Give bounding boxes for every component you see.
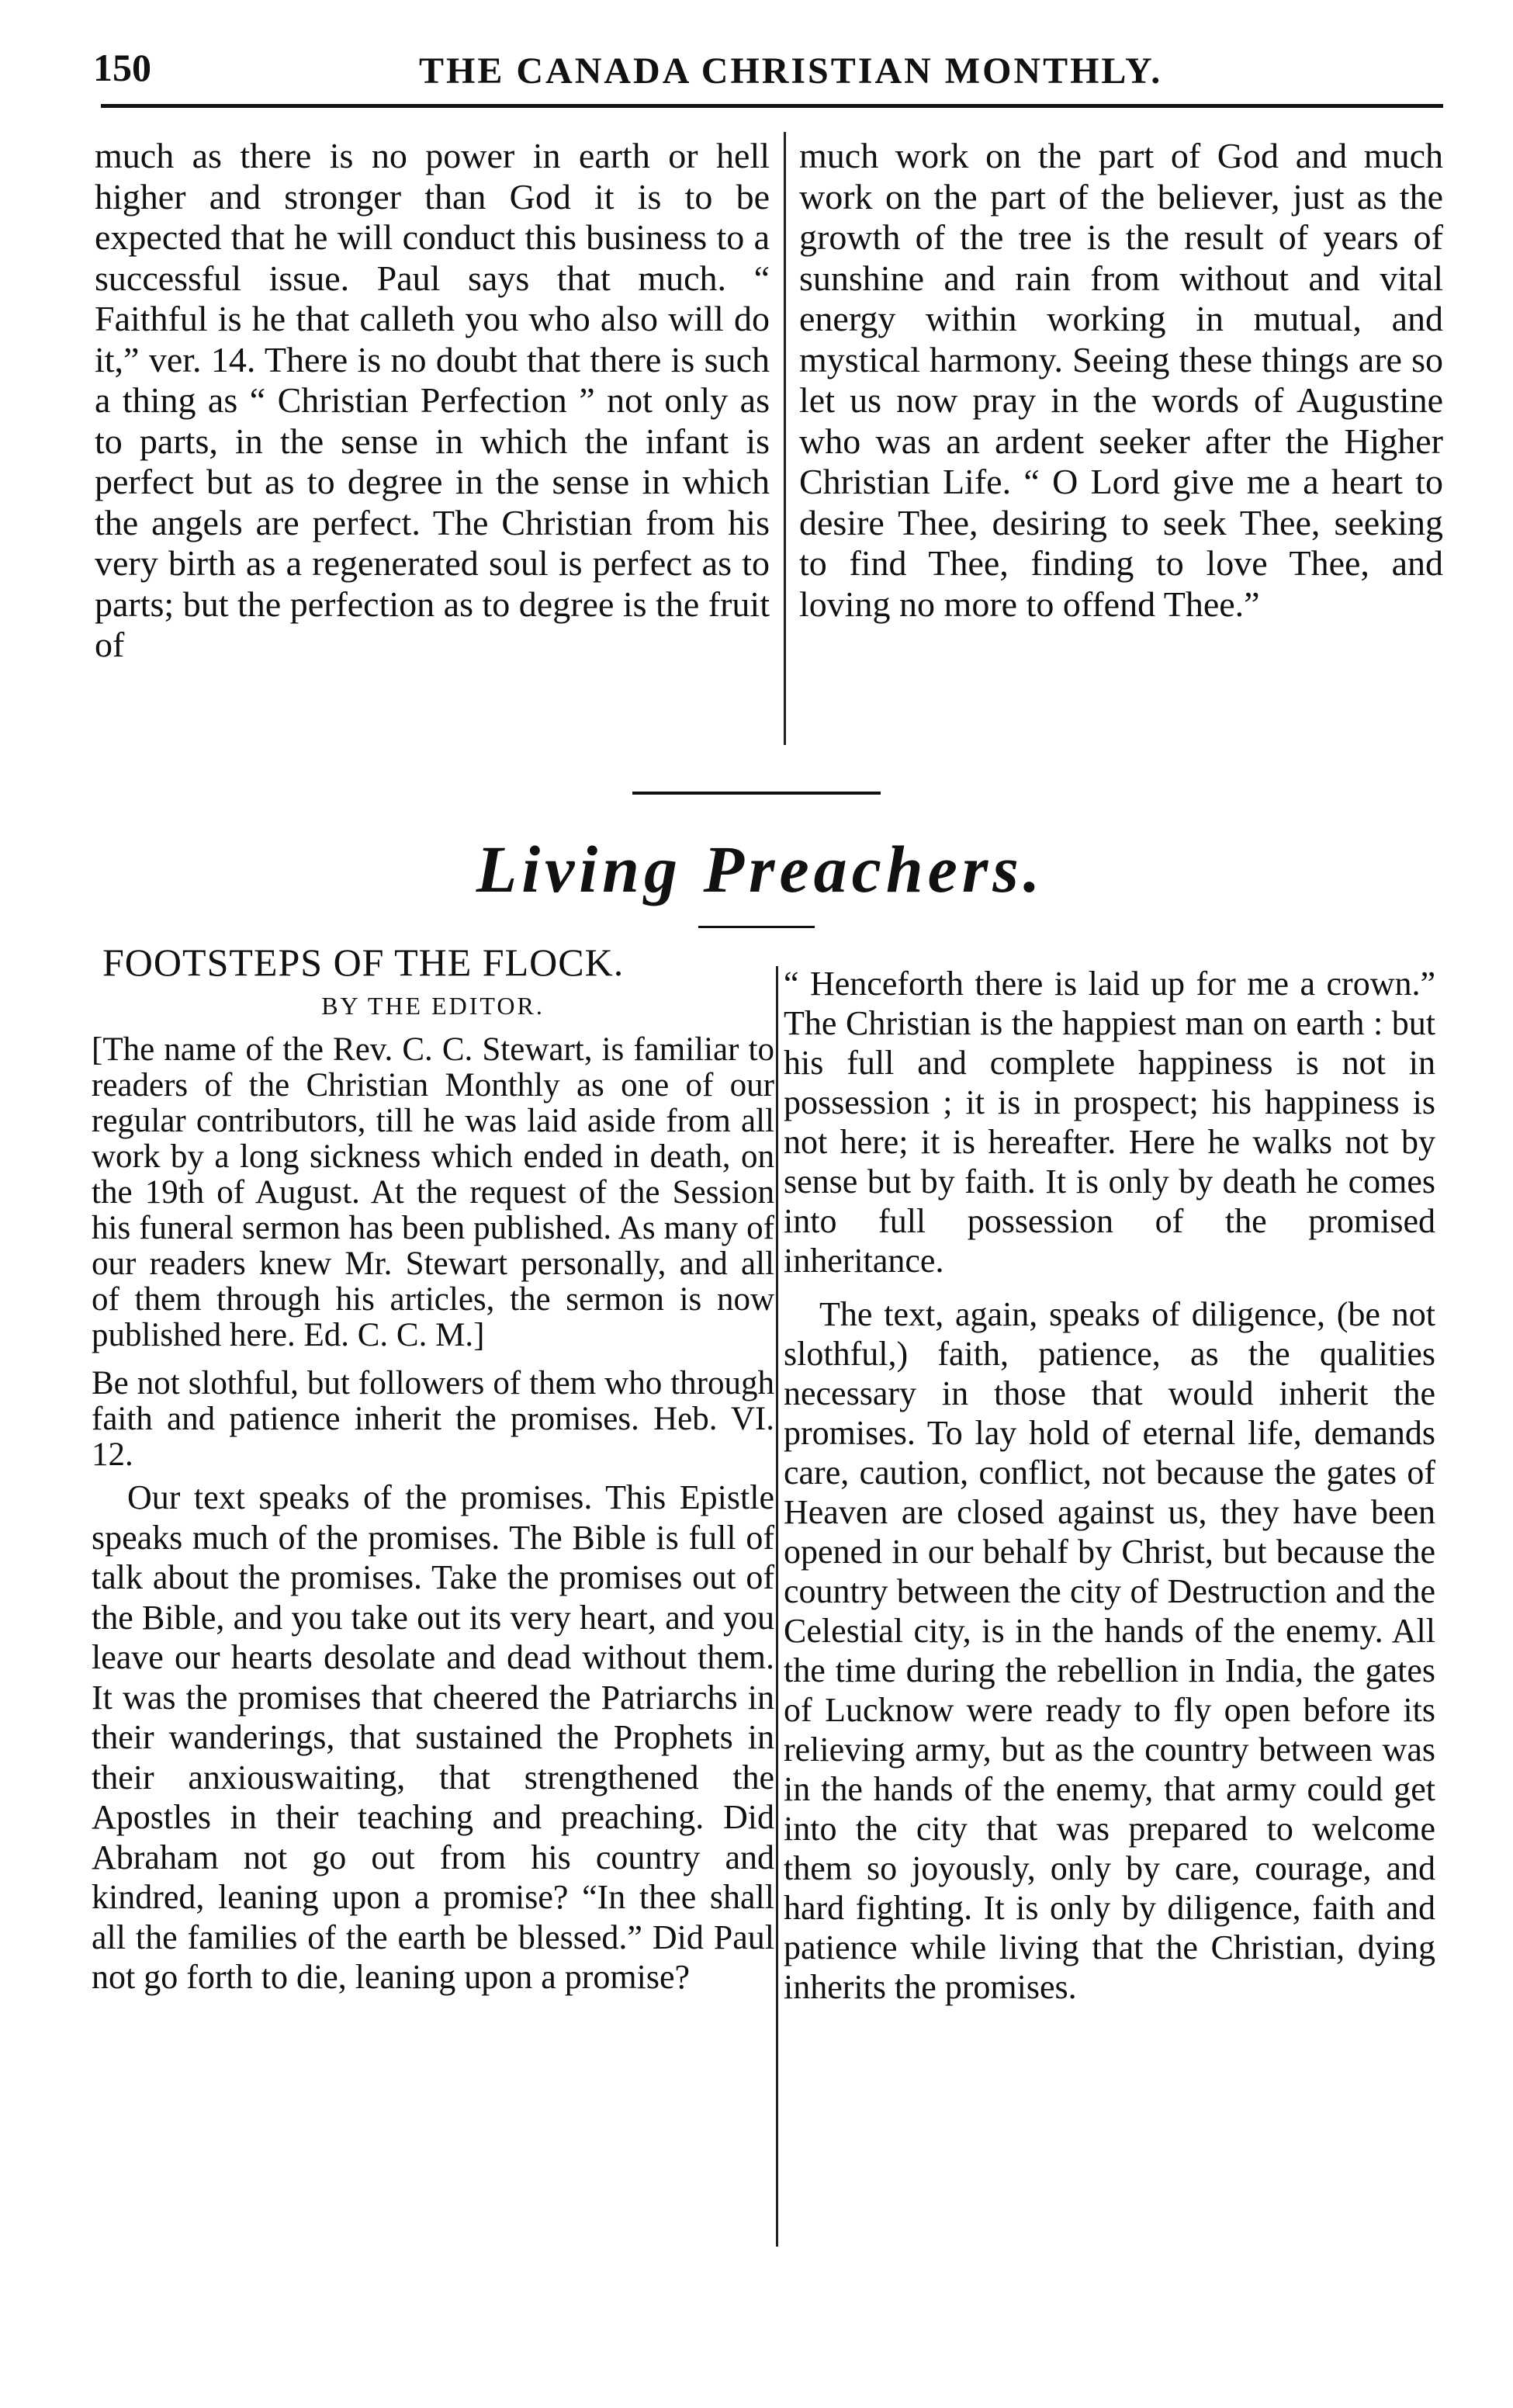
top-left-column [95, 136, 770, 666]
body-paragraph: Our text speaks of the promises. This Epistle speaks much of the promises. The Bible is full of talk about the promises. Take the promises out of the Bible, and you take out its very heart, and you leave our hearts desolate and dead without them. It was the promises that cheered the Patriarchs in their wanderings, that sustained the Prophets in their anxiouswaiting, that strengthened the Apostles in their teaching and preaching. Did Abraham not go out from his country and kindred, leaning upon a promise? “In thee shall all the families of the earth be blessed.” Did Paul not go forth to die, leaning upon a promise? [92, 1478, 774, 1996]
column-divider-top [784, 132, 786, 745]
body-paragraph: The text, again, speaks of diligence, (be not slothful,) faith, patience, as the qualities necessary in those that would inherit the promises. To lay hold of eternal life, demands care, caution, conflict, not because the gates of Heaven are closed against us, they have been opened in our behalf by Christ, but because the country between the city of Destruction and the Celestial city, is in the hands of the enemy. All the time during the rebellion in India, the gates of Lucknow were ready to fly open before its relieving army, but as the country between was in the hands of the enemy, that army could get into the city that was prepared to welcome them so joyously, only by care, courage, and hard fighting. It is only by diligence, faith and patience while living that the Christian, dying inherits the promises. [784, 1295, 1435, 2006]
column-divider-bottom [776, 966, 778, 2247]
running-title: THE CANADA CHRISTIAN MONTHLY. [419, 50, 1163, 92]
top-right-column [799, 136, 1443, 625]
article-left-column [92, 943, 774, 1997]
page-header [93, 45, 1443, 107]
section-heading: Living Preachers. [476, 832, 1045, 906]
section-rule-lower [698, 926, 815, 928]
top-left-paragraph: much as there is no power in earth or hell higher and stronger than God it is to be expected that he will conduct this business to a successful issue. Paul says that much. “ Faithful is he that calleth you who also will do it,” ver. 14. There is no doubt that there is such a thing as “ Christian Perfection ” not only as to parts, in the sense in which the infant is perfect but as to degree in the sense in which the angels are perfect. The Christian from his very birth as a regenerated soul is perfect as to parts; but the perfection as to degree is the fruit of [95, 136, 770, 664]
scripture-text: Be not slothful, but followers of them who through faith and patience inherit the promises. Heb. VI. 12. [92, 1365, 774, 1473]
article-byline: BY THE EDITOR. [321, 991, 545, 1020]
section-rule-upper [632, 792, 881, 795]
editorial-note [92, 1032, 774, 1353]
body-paragraph: “ Henceforth there is laid up for me a crown.” The Christian is the happiest man on earth : but his full and complete happiness is not in possession ; it is in prospect; his happiness is not here; it is hereafter. Here he walks not by sense but by faith. It is only by death he comes into full possession of the promised inheritance. [784, 965, 1435, 1280]
editorial-note-text: [The name of the Rev. C. C. Stewart, is familiar to readers of the Christian Monthly as one of our regular contributors, till he was laid aside from all work by a long sickness which ended in death, on the 19th of August. At the request of the Session his funeral sermon has been published. As many of our readers knew Mr. Stewart personally, and all of them through his articles, the sermon is now published here. Ed. C. C. M.] [92, 1031, 774, 1353]
page-number: 150 [93, 46, 151, 89]
article-right-column [784, 964, 1435, 2007]
article-body-left [92, 1478, 774, 1997]
article-title: FOOTSTEPS OF THE FLOCK. [102, 941, 625, 984]
header-rule [101, 104, 1443, 108]
top-right-paragraph: much work on the part of God and much work on the part of the believer, just as the growth of the tree is the result of years of sunshine and rain from without and vital energy within working in mutual, and mystical harmony. Seeing these things are so let us now pray in the words of Augustine who was an ardent seeker after the Higher Christian Life. “ O Lord give me a heart to desire Thee, desiring to seek Thee, seeking to find Thee, finding to love Thee, and loving no more to offend Thee.” [799, 136, 1443, 624]
